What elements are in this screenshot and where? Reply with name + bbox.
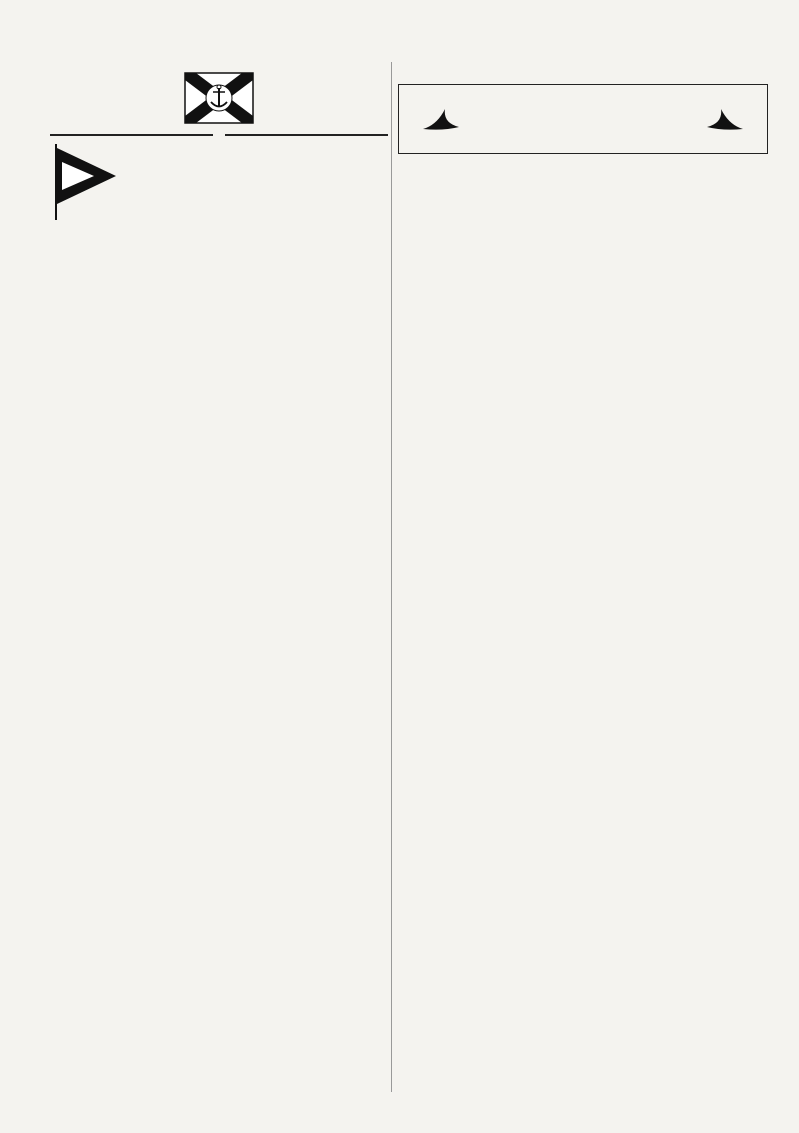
kreuzer-banner — [50, 72, 388, 124]
bird-right-icon — [705, 105, 745, 135]
anchor-flag-icon — [184, 72, 254, 124]
bird-left-icon — [421, 105, 461, 135]
end-rule-left — [50, 134, 213, 136]
end-notice-bar — [50, 134, 388, 136]
left-column — [50, 62, 388, 234]
hansa-pennant-icon — [50, 142, 120, 222]
column-divider — [391, 62, 392, 1092]
right-column — [398, 62, 776, 168]
hansa-header — [50, 142, 388, 222]
zugvogel-banner — [398, 84, 768, 154]
end-rule-right — [225, 134, 388, 136]
